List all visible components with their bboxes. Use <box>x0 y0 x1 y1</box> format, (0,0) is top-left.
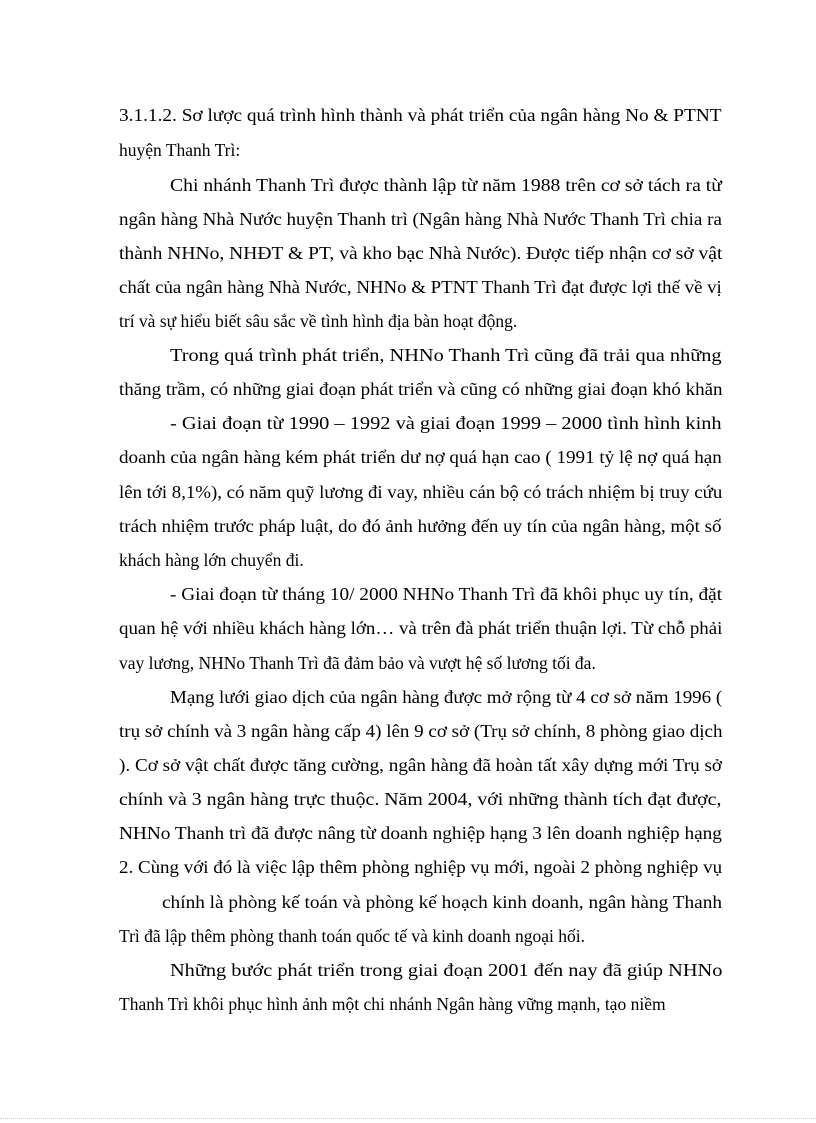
text-line: thăng trầm, có những giai đoạn phát triển và cũng có những giai đoạn khó khăn <box>119 379 723 399</box>
text-line: doanh của ngân hàng kém phát triển dư nợ quá hạn cao ( 1991 tỷ lệ nợ quá hạn <box>119 447 722 467</box>
text-line: chính và 3 ngân hàng trực thuộc. Năm 2004, với những thành tích đạt được, <box>119 789 722 809</box>
text-line: Trong quá trình phát triển, NHNo Thanh Trì cũng đã trải qua những <box>170 345 722 365</box>
text-line: vay lương, NHNo Thanh Trì đã đảm bảo và vượt hệ số lương tối đa. <box>119 653 596 673</box>
text-line: ). Cơ sở vật chất được tăng cường, ngân hàng đã hoàn tất xây dựng mới Trụ sở <box>119 755 723 775</box>
text-line: - Giai đoạn từ 1990 – 1992 và giai đoạn 1999 – 2000 tình hình kinh <box>170 413 722 433</box>
text-line: Chi nhánh Thanh Trì được thành lập từ năm 1988 trên cơ sở tách ra từ <box>170 175 722 195</box>
text-line: Trì đã lập thêm phòng thanh toán quốc tế và kinh doanh ngoại hối. <box>119 926 585 946</box>
text-line: 3.1.1.2. Sơ lược quá trình hình thành và phát triển của ngân hàng No & PTNT <box>119 105 722 125</box>
text-line: NHNo Thanh trì đã được nâng từ doanh nghiệp hạng 3 lên doanh nghiệp hạng <box>119 823 722 843</box>
text-line: chính là phòng kế toán và phòng kế hoạch kinh doanh, ngân hàng Thanh <box>162 892 723 912</box>
text-line: lên tới 8,1%), có năm quỹ lương đi vay, nhiều cán bộ có trách nhiệm bị truy cứu <box>119 482 723 502</box>
text-line: huyện Thanh Trì: <box>119 140 241 160</box>
text-line: thành NHNo, NHĐT & PT, và kho bạc Nhà Nước). Được tiếp nhận cơ sở vật <box>119 243 723 263</box>
text-line: ngân hàng Nhà Nước huyện Thanh trì (Ngân hàng Nhà Nước Thanh Trì chia ra <box>119 209 722 229</box>
text-line: trách nhiệm trước pháp luật, do đó ảnh hưởng đến uy tín của ngân hàng, một số <box>119 516 722 536</box>
text-line: 2. Cùng với đó là việc lập thêm phòng nghiệp vụ mới, ngoài 2 phòng nghiệp vụ <box>119 857 723 877</box>
text-line: trí và sự hiểu biết sâu sắc về tình hình địa bàn hoạt động. <box>119 311 518 331</box>
text-line: trụ sở chính và 3 ngân hàng cấp 4) lên 9 cơ sở (Trụ sở chính, 8 phòng giao dịch <box>119 721 723 741</box>
text-line: Thanh Trì khôi phục hình ảnh một chi nhánh Ngân hàng vững mạnh, tạo niềm <box>119 994 666 1014</box>
text-line: - Giai đoạn từ tháng 10/ 2000 NHNo Thanh Trì đã khôi phục uy tín, đặt <box>170 584 723 604</box>
text-line: chất của ngân hàng Nhà Nước, NHNo & PTNT Thanh Trì đạt được lợi thế về vị <box>119 277 722 297</box>
text-line: khách hàng lớn chuyển đi. <box>119 550 304 570</box>
text-line: Những bước phát triển trong giai đoạn 2001 đến nay đã giúp NHNo <box>170 960 723 980</box>
text-line: Mạng lưới giao dịch của ngân hàng được mở rộng từ 4 cơ sở năm 1996 ( <box>170 687 723 707</box>
text-line: quan hệ với nhiều khách hàng lớn… và trên đà phát triển thuận lợi. Từ chỗ phải <box>119 618 723 638</box>
page-bottom-divider <box>0 1118 816 1119</box>
